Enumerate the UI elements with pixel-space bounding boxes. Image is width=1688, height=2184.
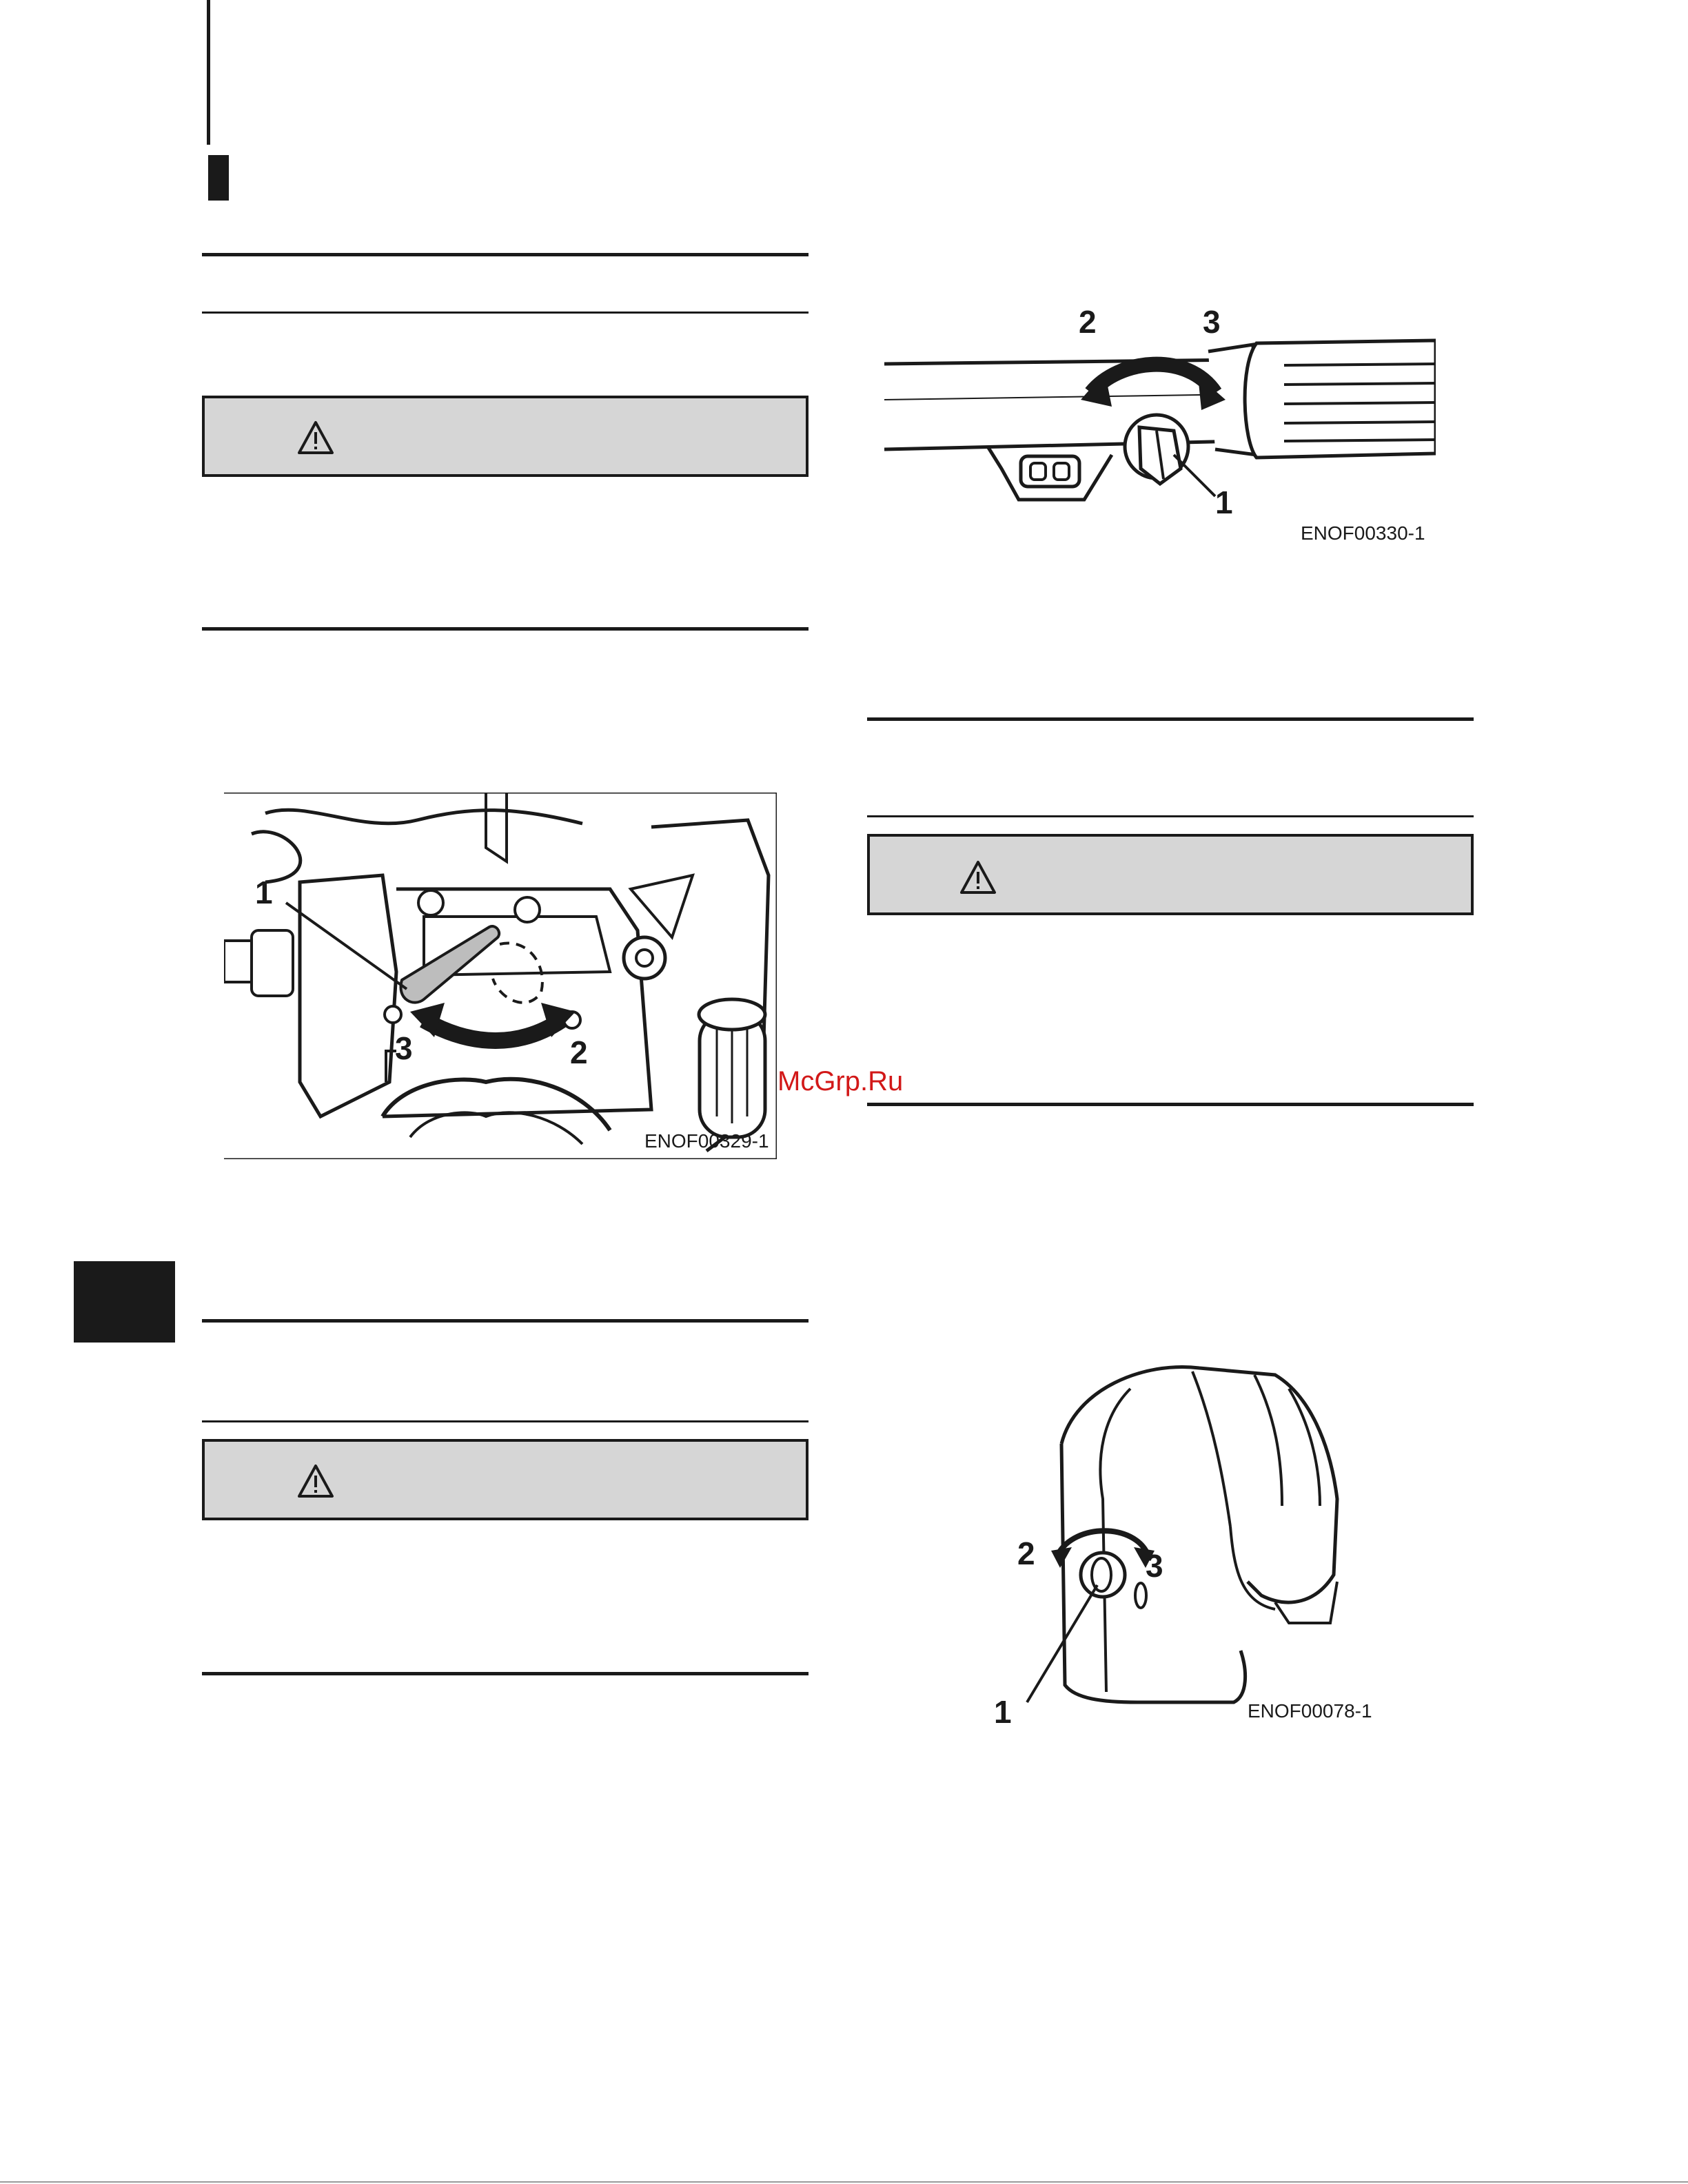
figure-code: ENOF00329-1 <box>644 1130 769 1152</box>
subsection-rule <box>867 815 1474 817</box>
section-rule <box>202 1672 809 1675</box>
callout-label: 1 <box>994 1694 1012 1730</box>
callout-label: 1 <box>255 875 273 910</box>
watermark-text: McGrp.Ru <box>777 1066 904 1096</box>
warning-triangle-icon <box>297 420 334 455</box>
section-rule <box>202 1319 809 1323</box>
callout-label: 3 <box>1203 304 1221 340</box>
callout-label: 2 <box>1017 1535 1035 1571</box>
callout-label: 2 <box>1079 304 1097 340</box>
callout-label: 3 <box>1146 1548 1163 1584</box>
figure-housing-knob <box>986 1347 1399 1747</box>
figure-code: ENOF00078-1 <box>1248 1700 1372 1722</box>
section-rule <box>867 1103 1474 1106</box>
subsection-rule <box>202 312 809 314</box>
header-vertical-line <box>207 0 210 145</box>
warning-box <box>202 396 809 477</box>
subsection-rule <box>202 1420 809 1422</box>
warning-box <box>867 834 1474 915</box>
housing-illustration <box>986 1347 1399 1747</box>
figure-engine-throttle-lever <box>224 793 777 1159</box>
warning-triangle-icon <box>297 1464 334 1498</box>
page-bottom-edge <box>0 2181 1688 2183</box>
callout-label: 1 <box>1215 484 1233 520</box>
callout-label: 3 <box>395 1030 413 1066</box>
section-rule <box>202 253 809 256</box>
figure-handle-switch <box>884 303 1436 551</box>
section-rule <box>867 717 1474 721</box>
engine-illustration <box>224 793 777 1159</box>
warning-box <box>202 1439 809 1520</box>
chapter-tab-marker <box>74 1261 175 1343</box>
section-rule <box>202 627 809 631</box>
handle-illustration <box>884 303 1436 551</box>
callout-label: 2 <box>570 1034 588 1070</box>
warning-triangle-icon <box>959 860 997 895</box>
section-marker <box>208 155 229 201</box>
figure-code: ENOF00330-1 <box>1301 522 1425 544</box>
